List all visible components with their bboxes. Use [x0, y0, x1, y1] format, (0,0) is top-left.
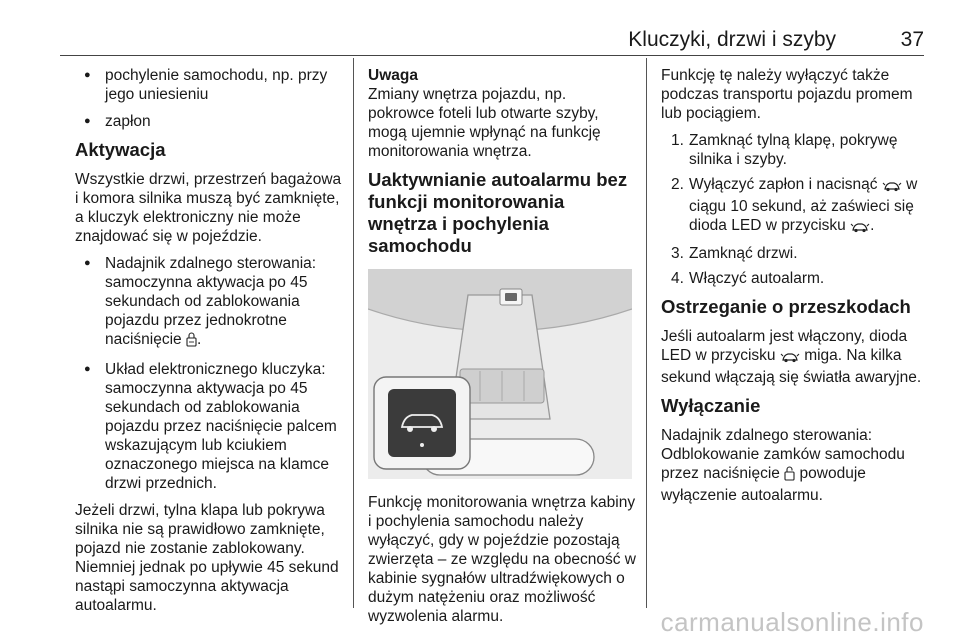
ferry-intro: Funkcję tę należy wyłączyć także podczas transportu pojazdu promem lub pociągiem. — [661, 67, 913, 122]
section-heading-deactivation: Wyłączanie — [661, 395, 761, 416]
obstacle-warning-text: Jeśli autoalarm jest włączony, dioda LED w przycisku miga. Na kilka sekund włączają się światła awaryjne. — [661, 328, 922, 386]
no-monitoring-body: Funkcję monitorowania wnętrza kabiny i pochylenia samochodu należy wyłączyć, gdy w pojeździe pozostają zwierzęta – ze względu na obecność w kabinie sygnałów ultradźwiękowych o dużym natężeniu oraz możliwość wyzwolenia alarmu. — [368, 494, 636, 625]
column-divider-1 — [353, 58, 354, 608]
section-heading-activation: Aktywacja — [75, 139, 166, 160]
list-item: ● pochylenie samochodu, np. przy jego uniesieniu — [75, 66, 347, 104]
activation-outro: Jeżeli drzwi, tylna klapa lub pokrywa silnika nie są prawidłowo zamknięte, pojazd nie zostanie zablokowany. Niemniej jednak po upływie 45 sekund nastąpi samoczynna aktywacja autoalarmu. — [75, 502, 339, 614]
activation-intro: Wszystkie drzwi, przestrzeń bagażowa i komora silnika muszą być zamknięte, a kluczyk elektroniczny nie może znajdować się w pojeździe. — [75, 171, 342, 245]
interior-sensor-button-photo — [368, 269, 632, 479]
car-alarm-icon — [780, 349, 800, 368]
column-2 — [368, 66, 636, 634]
activation-list — [75, 254, 347, 493]
column-3 — [661, 66, 933, 513]
column-divider-2 — [646, 58, 647, 608]
unlock-icon — [784, 465, 795, 486]
list-item: ● zapłon — [75, 112, 347, 131]
note-box — [368, 66, 636, 161]
deactivation-text: Nadajnik zdalnego sterowania: Odblokowanie zamków samochodu przez naciśnięcie powoduje wyłączenie autoalarmu. — [661, 427, 905, 504]
note-title: Uwaga — [368, 67, 418, 84]
note-text: Zmiany wnętrza pojazdu, np. pokrowce foteli lub otwarte szyby, mogą ujemnie wpłynąć na funkcję monitorowania wnętrza. — [368, 86, 601, 160]
car-alarm-icon — [850, 219, 870, 238]
list-item: 2. Wyłączyć zapłon i nacisnąć w ciągu 10 sekund, aż zaświeci się dioda LED w przycisku . — [661, 175, 933, 238]
header-rule — [60, 55, 924, 56]
page-number: 37 — [900, 28, 924, 51]
section-heading-obstacle-warning: Ostrzeganie o przeszkodach — [661, 296, 911, 317]
section-heading-no-monitoring: Uaktywnianie autoalarmu bez funkcji monitorowania wnętrza i pochylenia samochodu — [368, 169, 628, 256]
condition-list — [75, 66, 347, 131]
lock-icon — [186, 331, 197, 352]
list-item: 1. Zamknąć tylną klapę, pokrywę silnika i szyby. — [671, 132, 898, 168]
car-alarm-icon — [882, 178, 902, 197]
remote-activation-text: Nadajnik zdalnego sterowania: samoczynna aktywacja po 45 sekundach od zablokowania pojazdu przez jednokrotne naciśnięcie — [105, 255, 317, 348]
list-item: ● Układ elektronicznego kluczyka: samoczynna aktywacja po 45 sekundach od zablokowania pojazdu przez naciśnięcie palcem wskazującym lub kciukiem oznaczonego miejsca na klamce drzwi przednich. — [75, 360, 347, 493]
steps-list — [661, 131, 933, 288]
chapter-title: Kluczyki, drzwi i szyby — [628, 28, 836, 51]
list-item: 3. Zamknąć drzwi. — [671, 245, 798, 262]
list-item: ● Nadajnik zdalnego sterowania: samoczynna aktywacja po 45 sekundach od zablokowania pojazdu przez jednokrotne naciśnięcie . — [75, 254, 347, 352]
page-header — [60, 22, 924, 56]
watermark: carmanualsonline.info — [660, 607, 924, 637]
list-item: 4. Włączyć autoalarm. — [671, 270, 825, 287]
column-1 — [75, 66, 347, 623]
